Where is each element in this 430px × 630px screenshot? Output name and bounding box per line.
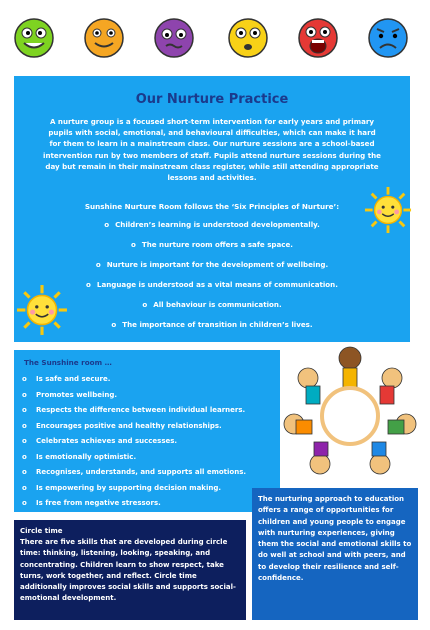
child-figure [284, 347, 416, 474]
list-item: o Respects the difference between individual learners. [22, 406, 246, 414]
happy-face-icon [14, 18, 54, 58]
list-item: o Is free from negative stressors. [22, 499, 161, 507]
list-item: o Recognises, understands, and supports all emotions. [22, 468, 247, 476]
smiling-face-icon [84, 18, 124, 58]
list-item: o Celebrates achieves and successes. [22, 437, 178, 445]
principles-heading: Sunshine Nurture Room follows the ‘Six Principles of Nurture’: [84, 202, 340, 211]
list-item: o Promotes wellbeing. [22, 390, 118, 399]
circle-time-title: Circle time [20, 527, 63, 535]
list-item: o Is safe and secure. [22, 375, 111, 383]
approach-text: The nurturing approach to education offers a range of opportunities for children and young people to engage with nurturing experiences, giving them the social and emotional skills to do well at school and with peers, and to develop their resilience and self-confidence. [258, 495, 412, 583]
sun-icon [364, 186, 412, 234]
children-circle-illustration [280, 344, 420, 484]
principle-item: o Nurture is important for the development of wellbeing. [95, 260, 329, 269]
sunshine-room-list [22, 372, 246, 512]
principle-item: o All behaviour is communication. [142, 300, 282, 309]
intro-paragraph: A nurture group is a focused short-term intervention for early years and primary pupils with social, emotional, and behavioural difficulties, which can make it hard for them to learn in a mainstream class. Our nurture sessions are a school-based intervention run by two members of staff. Pupils attend nurture sessions during the day but remain in their mainstream class register, while still attending appropriate lessons and activities. [43, 117, 381, 183]
sunshine-room-panel [14, 350, 280, 512]
angry-face-icon [298, 18, 338, 58]
principles-list [14, 218, 410, 338]
circle-time-text: There are five skills that are developed during circle time: thinking, listening, looking, speaking, and concentrating. Children learn to show respect, take turns, work together, and reflect. Circle time additionally improves social skills and supports social-emotional development. [20, 538, 236, 603]
sun-icon [16, 284, 68, 336]
principle-item: o Children’s learning is understood developmentally. [104, 220, 320, 229]
confused-face-icon [154, 18, 194, 58]
list-item: o Is emotionally optimistic. [22, 452, 137, 461]
principle-item: o The importance of transition in children’s lives. [111, 320, 313, 329]
principle-item: o The nurture room offers a safe space. [130, 240, 294, 249]
principle-item: o Language is understood as a vital means of communication. [86, 280, 338, 289]
nurturing-approach-panel [252, 488, 418, 620]
page-title: Our Nurture Practice [135, 92, 289, 107]
list-item: o Is empowering by supporting decision making. [22, 483, 222, 492]
worried-face-icon [228, 18, 268, 58]
sunshine-room-title: The Sunshine room … [24, 358, 112, 367]
sad-face-icon [368, 18, 408, 58]
list-item: o Encourages positive and healthy relationships. [22, 421, 222, 430]
nurture-practice-panel [14, 76, 410, 342]
circle-time-panel [14, 520, 246, 620]
